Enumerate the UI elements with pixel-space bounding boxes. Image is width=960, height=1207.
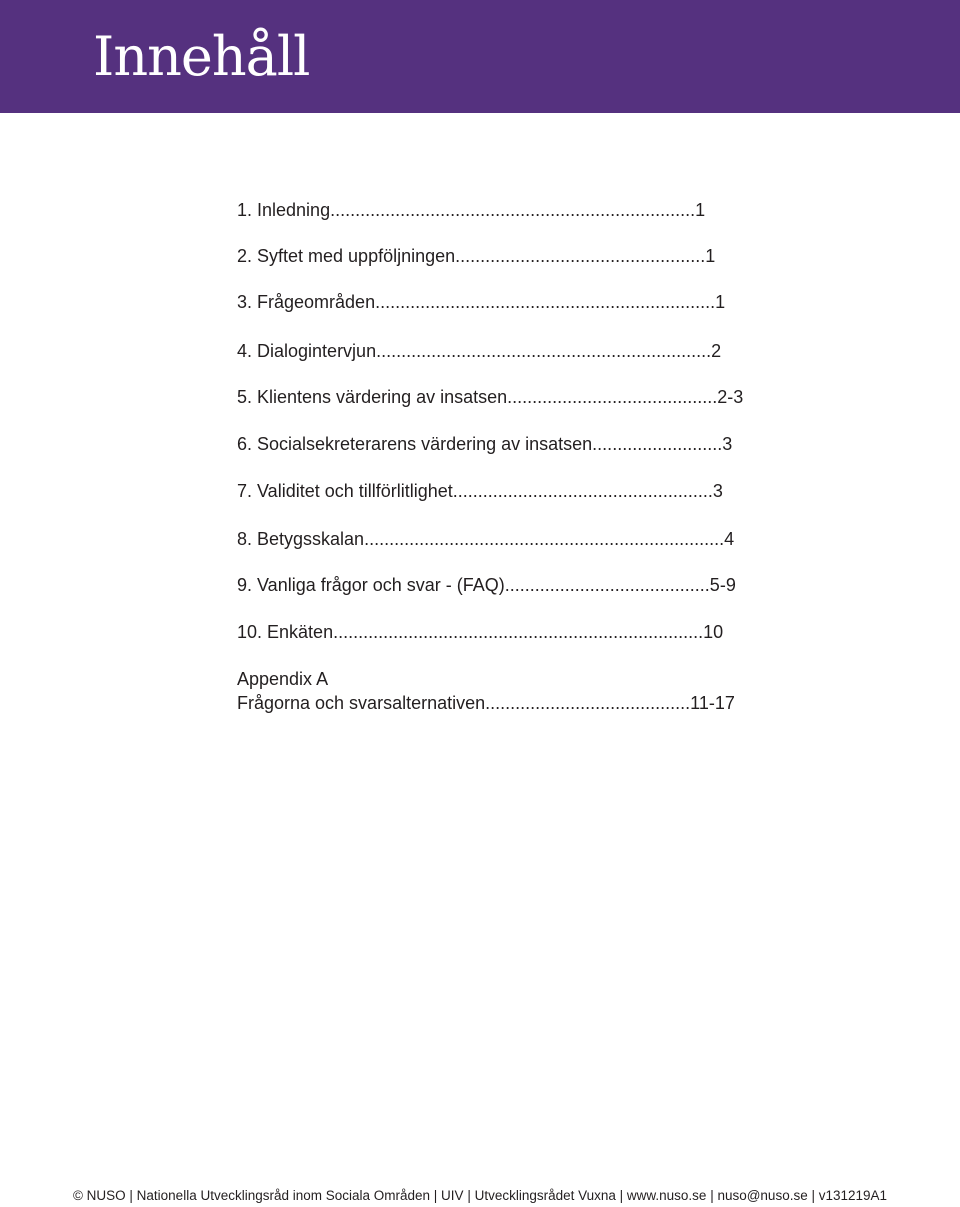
page-title: Innehåll (93, 25, 310, 88)
toc-entry-appendix-a[interactable]: Frågorna och svarsalternativen.........................................11-17 (237, 693, 735, 713)
appendix-heading: Appendix A (237, 669, 329, 689)
toc-entry-frageomraden[interactable]: 3. Frågeområden....................................................................1 (237, 292, 726, 312)
footer: © NUSO | Nationella Utvecklingsråd inom Sociala Områden | UIV | Utvecklingsrådet Vuxna | www.nuso.se | nuso@nuso.se | v131219A1 (72, 1188, 888, 1203)
toc-entry-validitet[interactable]: 7. Validitet och tillförlitlighet....................................................3 (237, 481, 723, 501)
toc-entry-socialsekreterarens-vardering[interactable]: 6. Socialsekreterarens värdering av insatsen..........................3 (237, 434, 733, 454)
toc-entry-betygsskalan[interactable]: 8. Betygsskalan........................................................................4 (237, 529, 735, 549)
header-band (0, 0, 960, 113)
toc-entry-faq[interactable]: 9. Vanliga frågor och svar - (FAQ).........................................5-9 (237, 575, 736, 595)
toc-entry-enkaten[interactable]: 10. Enkäten..........................................................................10 (237, 622, 724, 642)
toc-entry-klientens-vardering[interactable]: 5. Klientens värdering av insatsen..........................................2-3 (237, 387, 744, 407)
toc-entry-dialogintervjun[interactable]: 4. Dialogintervjun...................................................................2 (237, 341, 722, 361)
toc-entry-syftet[interactable]: 2. Syftet med uppföljningen..................................................1 (237, 246, 716, 266)
toc-appendix (237, 667, 735, 715)
toc-entry-inledning[interactable]: 1. Inledning.........................................................................1 (237, 200, 706, 220)
